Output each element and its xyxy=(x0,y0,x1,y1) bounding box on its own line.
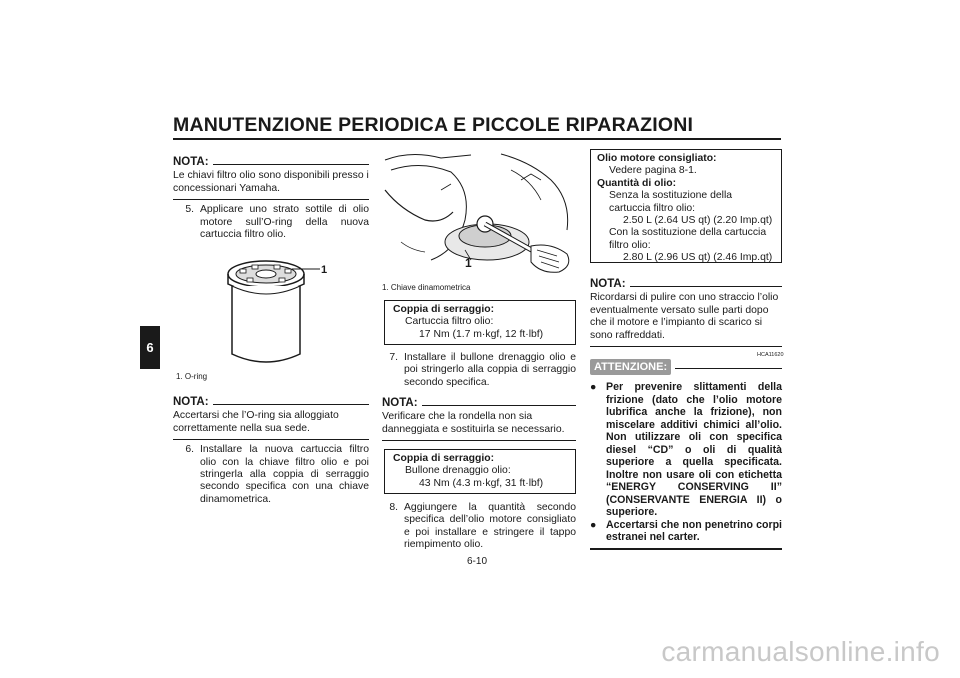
torque-spec-box-2 xyxy=(384,449,576,494)
spec-title: Quantità di olio: xyxy=(597,177,677,189)
nota-text-1: Le chiavi filtro olio sono disponibili presso i concessionari Yamaha. xyxy=(173,170,369,194)
oil-spec-box xyxy=(590,149,782,263)
nota-heading-4 xyxy=(590,278,782,290)
column-3 xyxy=(590,278,782,347)
torque-spec-box-1 xyxy=(384,300,576,345)
title-rule xyxy=(173,138,781,140)
nota-end-rule xyxy=(173,439,369,440)
step-text: Applicare uno strato sottile di olio motore sull’O-ring della nuova cartuccia filtro olio. xyxy=(200,204,369,240)
spec-line: Vedere pagina 8-1. xyxy=(609,165,697,177)
attention-bullet-1: ● Per prevenire slittamenti della frizione (dato che l’olio motore lubrifica anche la frizione), non miscelare additivi chimici all’olio. Non utilizzare oli con specifica diesel “CD” o oli di qualità superiore a quella specificata. Inoltre non usare oli con etichetta “ENERGY CONSERVING II” (CONSERVANTE ENERGIA II) o superiore. xyxy=(590,381,782,518)
reference-code: HCA11620 xyxy=(757,352,784,358)
step-number: 7. xyxy=(389,352,398,363)
spec-title: Coppia di serraggio: xyxy=(393,304,495,315)
nota-heading-2 xyxy=(173,396,369,408)
nota-end-rule xyxy=(173,199,369,200)
spec-line: Con la sostituzione della cartuccia filtro olio: xyxy=(609,227,767,251)
figure-callout: 1 xyxy=(465,256,472,270)
chapter-tab: 6 xyxy=(140,326,160,369)
step-8 xyxy=(382,502,576,552)
nota-label: NOTA: xyxy=(173,156,209,168)
attention-end-rule xyxy=(590,548,782,550)
figure-caption: 1. Chiave dinamometrica xyxy=(382,283,471,292)
step-text: Installare il bullone drenaggio olio e poi stringerlo alla coppia di serraggio secondo specifica. xyxy=(404,352,576,388)
attention-section xyxy=(590,359,782,550)
bullet-icon: ● xyxy=(590,518,597,531)
column-1-lower xyxy=(173,396,369,506)
attention-label: ATTENZIONE: xyxy=(590,359,671,375)
nota-heading-1 xyxy=(173,156,369,168)
spec-value: 17 Nm (1.7 m·kgf, 12 ft·lbf) xyxy=(419,328,544,340)
nota-text-4: Ricordarsi di pulire con uno straccio l’olio eventualmente versato sulle parti dopo che il motore e l’impianto di scarico si sono raffreddati. xyxy=(590,292,779,341)
spec-line: Senza la sostituzione della cartuccia filtro olio: xyxy=(609,190,733,214)
step-number: 8. xyxy=(389,502,398,513)
step-number: 5. xyxy=(185,204,194,216)
nota-label: NOTA: xyxy=(590,278,626,290)
watermark: carmanualsonline.info xyxy=(661,636,940,667)
nota-label: NOTA: xyxy=(173,396,209,408)
oil-filter-figure xyxy=(222,252,334,370)
figure-callout: 1 xyxy=(321,264,328,276)
spec-item: Cartuccia filtro olio: xyxy=(405,316,494,328)
step-number: 6. xyxy=(185,444,194,456)
step-7 xyxy=(382,352,576,389)
step-5 xyxy=(173,204,369,241)
nota-label: NOTA: xyxy=(382,397,418,410)
page-title: MANUTENZIONE PERIODICA E PICCOLE RIPARAZIONI xyxy=(173,114,694,136)
column-2-middle xyxy=(382,352,576,441)
nota-end-rule xyxy=(590,346,782,347)
step-text: Installare la nuova cartuccia filtro olio con la chiave filtro olio e poi stringerla alla coppia di serraggio secondo specifica con una chiave dinamometrica. xyxy=(200,444,369,505)
attention-bullet-2: ● Accertarsi che non penetrino corpi estranei nel carter. xyxy=(590,518,782,543)
bullet-icon: ● xyxy=(590,381,597,393)
spec-title: Olio motore consigliato: xyxy=(597,153,717,164)
spec-value: 2.50 L (2.64 US qt) (2.20 Imp.qt) xyxy=(623,215,773,227)
figure-caption: 1. O-ring xyxy=(176,372,208,381)
attention-heading xyxy=(590,359,782,375)
step-6 xyxy=(173,444,369,506)
spec-value: 43 Nm (4.3 m·kgf, 31 ft·lbf) xyxy=(419,477,544,489)
spec-title: Coppia di serraggio: xyxy=(393,453,495,464)
torque-wrench-figure xyxy=(381,150,575,278)
nota-text-3: Verificare che la rondella non sia danneggiata e sostituirla se necessario. xyxy=(382,411,565,435)
nota-heading-3 xyxy=(382,397,576,409)
nota-end-rule xyxy=(382,440,576,441)
column-1 xyxy=(173,156,369,241)
spec-value: 2.80 L (2.96 US qt) (2.46 Imp.qt) xyxy=(623,252,773,264)
spec-item: Bullone drenaggio olio: xyxy=(405,465,511,477)
nota-text-2: Accertarsi che l’O-ring sia alloggiato correttamente nella sua sede. xyxy=(173,410,339,434)
page-number: 6-10 xyxy=(467,556,488,567)
column-2-lower xyxy=(382,502,576,552)
step-text: Aggiungere la quantità secondo specifica dell’olio motore consigliato e poi installare e stringere il tappo riempimento olio. xyxy=(404,502,576,551)
